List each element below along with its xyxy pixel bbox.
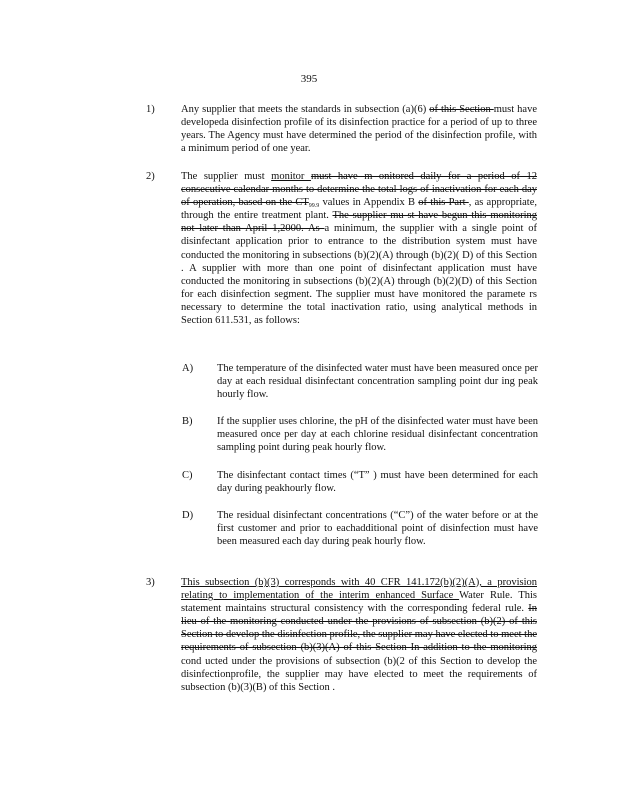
sub-item-letter: D) xyxy=(182,510,194,521)
item-number: 2) xyxy=(146,171,155,182)
item-text: Any supplier that meets the standards in subsection (a)(6) of this Section must have developeda disinfection profile of its disinfection practice for a period of up to three years. The Agency must have determined the period of the disinfection profile, with a minimum period of one year. xyxy=(181,104,537,155)
inserted-text: This subsection (b)(3) corresponds with 40 CFR 141.172(b)(2)(A), a provision relating to implementation of the interim enhanced Surface xyxy=(181,577,537,602)
deleted-text: of this Part xyxy=(418,197,469,209)
deleted-text: of this Section xyxy=(429,104,494,115)
sub-item-text: The disinfectant contact times (“T” ) must have been determined for each day during peakhourly flow. xyxy=(217,470,538,495)
item-number: 1) xyxy=(146,104,155,115)
deleted-text: The supplier mu st have begun this monitoring not later than April 1,2000. As xyxy=(181,210,537,235)
sub-item-text: The residual disinfectant concentrations (“C”) of the water before or at the first customer and prior to eachadditional point of disinfection must have been measured each day during peak hourly flow. xyxy=(217,510,538,548)
item-text: The supplier must monitor must have m onitored daily for a period of 12 consecutive calendar months to determine the total logs of inactivation for each day of operation, based on the $CT_{99.9}$ values in Appendix B of this Part , as appropriate, through the entire treatment plant. The supplier mu st have begun this monitoring not later than April 1,2000. As a minimum, the supplier with a single point of disinfectant application prior to entrance to the distribution system must have conducted the monitoring in subsections (b)(2)(A) through (b)(2)( D) of this Section . A supplier with more than one point of disinfectant application must have conducted the monitoring in subsections (b)(2)(A) through (b)(2)(D) of this Section for each disinfection segment. The supplier must have monitored the paramete rs necessary to determine the total inactivation ratio, using analytical methods in Section 611.531, as follows: xyxy=(181,171,538,327)
page-number: 395 xyxy=(300,73,318,85)
item-text: This subsection (b)(3) corresponds with 40 CFR 141.172(b)(2)(A), a provision relating to implementation of the interim enhanced Surface Water Rule. This statement maintains structural consistency with the corresponding federal rule. In lieu of the monitoring conducted under the provisions of subsection (b)(2) of this Section to develop the disinfection profile, the supplier may have elected to meet the requirements of subsection (b)(3)(A) of this Section In addition to the monitoring cond ucted under the provisions of subsection (b)(2 of this Section to develop the disinfectionprofile, the supplier may have elected to meet the requirements of subsection (b)(3)(B) of this Section . xyxy=(181,577,537,693)
item-number: 3) xyxy=(146,577,155,588)
sub-item-letter: A) xyxy=(182,363,194,374)
deleted-text: In lieu of the monitoring conducted under the provisions of subsection (b)(2) of this Section to develop the disinfection profile, the supplier may have elected to meet the requirements of subsection (b)(3)(A) of this Section In addition to the monitoring xyxy=(181,603,537,654)
inserted-text: monitor xyxy=(271,171,311,182)
sub-item-text: If the supplier uses chlorine, the pH of the disinfected water must have been measured once per day at each chlorine residual disinfectant concentration sampling point during peak hourly flow. xyxy=(217,416,538,454)
subscript: 99.9 xyxy=(308,203,320,210)
deleted-text: must have m onitored daily for a period of 12 consecutive calendar months to determine the total logs of inactivation for each day of operation, based on the CT xyxy=(181,171,538,209)
sub-item-letter: C) xyxy=(182,470,193,481)
sub-item-letter: B) xyxy=(182,416,193,427)
sub-item-text: The temperature of the disinfected water must have been measured once per day at each residual disinfectant concentration sampling point dur ing peak hourly flow. xyxy=(217,363,538,401)
